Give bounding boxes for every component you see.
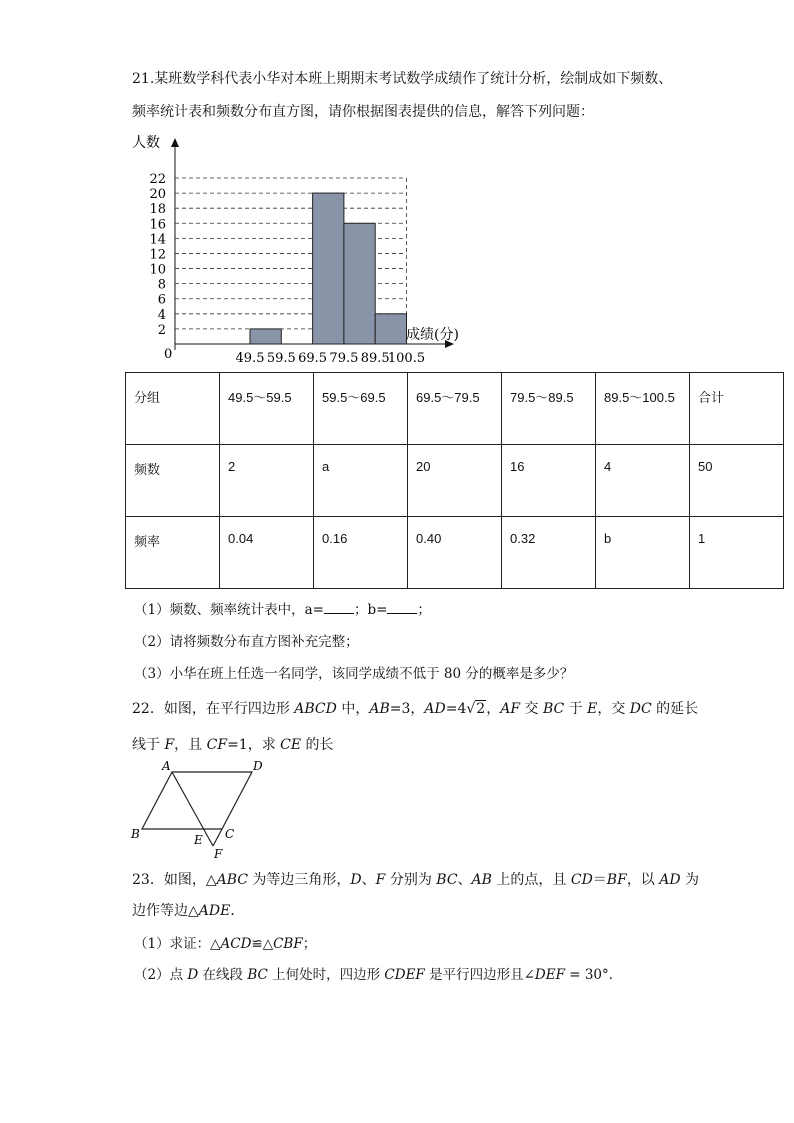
segment-cf xyxy=(213,829,222,846)
q22-line-2: 线于 F，且 CF=1，求 CE 的长 xyxy=(132,737,334,753)
y-tick-label: 2 xyxy=(157,322,166,338)
y-axis-label: 人数 xyxy=(132,135,160,151)
y-tick-label: 18 xyxy=(149,202,166,218)
label-c: C xyxy=(225,827,235,841)
y-tick-label: 6 xyxy=(157,292,166,308)
table-cell: 4 xyxy=(596,445,690,517)
q22-line-1: 22．如图，在平行四边形 ABCD 中，AB=3，AD=4√2，AF 交 BC 于 E，交 DC 的延长 xyxy=(132,701,699,717)
x-tick-label: 49.5 xyxy=(235,351,265,366)
origin-label: 0 xyxy=(164,347,173,362)
q21-sub-2: （2）请将频数分布直方图补充完整； xyxy=(134,634,359,650)
q23-line-2: 边作等边△ADE． xyxy=(132,903,245,919)
y-tick-label: 4 xyxy=(157,307,166,323)
frequency-table xyxy=(125,372,784,589)
table-cell: 0.16 xyxy=(314,517,408,589)
table-cell: 69.5～79.5 xyxy=(408,373,502,445)
table-cell: 2 xyxy=(220,445,314,517)
table-cell: 50 xyxy=(690,445,784,517)
table-cell: 20 xyxy=(408,445,502,517)
parallelogram-abcd xyxy=(142,772,252,829)
table-cell: 0.32 xyxy=(502,517,596,589)
x-tick-label: 59.5 xyxy=(266,351,296,366)
histogram-chart xyxy=(128,130,468,370)
table-cell: 0.04 xyxy=(220,517,314,589)
q23-sub-1: （1）求证：△ACD≌△CBF； xyxy=(134,936,317,952)
x-tick-label: 89.5 xyxy=(360,351,390,366)
table-row xyxy=(126,517,784,589)
table-cell: 49.5～59.5 xyxy=(220,373,314,445)
q21-sub-3: （3）小华在班上任选一名同学，该同学成绩不低于 80 分的概率是多少？ xyxy=(134,666,574,682)
label-a: A xyxy=(162,759,171,773)
histogram-bar xyxy=(375,314,406,344)
segment-af xyxy=(172,772,213,846)
table-cell: 89.5～100.5 xyxy=(596,373,690,445)
table-cell: 59.5～69.5 xyxy=(314,373,408,445)
table-cell: 频率 xyxy=(126,517,220,589)
label-d: D xyxy=(253,759,263,773)
table-row xyxy=(126,445,784,517)
histogram-bar xyxy=(250,329,281,344)
answer-blank-b[interactable] xyxy=(387,600,417,614)
table-cell: 合计 xyxy=(690,373,784,445)
table-cell: 1 xyxy=(690,517,784,589)
label-b: B xyxy=(131,827,140,841)
parallelogram-figure xyxy=(128,756,268,866)
x-tick-label: 69.5 xyxy=(298,351,328,366)
table-cell: 16 xyxy=(502,445,596,517)
x-axis-label: 成绩(分) xyxy=(406,327,459,343)
label-e: E xyxy=(194,833,203,847)
table-cell: 79.5～89.5 xyxy=(502,373,596,445)
label-f: F xyxy=(214,847,223,861)
y-tick-label: 12 xyxy=(149,247,166,263)
y-tick-label: 8 xyxy=(157,277,166,293)
y-tick-label: 16 xyxy=(149,217,166,233)
y-tick-label: 10 xyxy=(149,262,166,278)
y-tick-label: 14 xyxy=(149,232,166,248)
table-cell: b xyxy=(596,517,690,589)
sqrt-radicand: 2 xyxy=(476,701,486,717)
table-row xyxy=(126,373,784,445)
y-tick-label: 22 xyxy=(149,172,166,187)
x-tick-label: 100.5 xyxy=(387,351,426,366)
answer-blank-a[interactable] xyxy=(324,600,354,614)
histogram-bar xyxy=(313,193,344,344)
q21-line-1: 21.某班数学科代表小华对本班上期期末考试数学成绩作了统计分析，绘制成如下频数、 xyxy=(132,71,673,87)
q23-line-1: 23．如图，△ABC 为等边三角形，D、F 分别为 BC、AB 上的点，且 CD＝BF，以 AD 为 xyxy=(132,872,700,888)
table-cell: a xyxy=(314,445,408,517)
histogram-bar xyxy=(344,223,375,344)
y-tick-label: 20 xyxy=(149,187,166,203)
x-tick-label: 79.5 xyxy=(329,351,359,366)
q21-sub-1: （1）频数、频率统计表中，a= ；b= ； xyxy=(134,602,431,618)
q21-line-2: 频率统计表和频数分布直方图，请你根据图表提供的信息，解答下列问题： xyxy=(132,104,594,120)
q23-sub-2: （2）点 D 在线段 BC 上何处时，四边形 CDEF 是平行四边形且∠DEF = 30°． xyxy=(134,967,623,983)
table-cell: 频数 xyxy=(126,445,220,517)
table-cell: 0.40 xyxy=(408,517,502,589)
y-axis-arrow xyxy=(171,138,179,147)
table-cell: 分组 xyxy=(126,373,220,445)
